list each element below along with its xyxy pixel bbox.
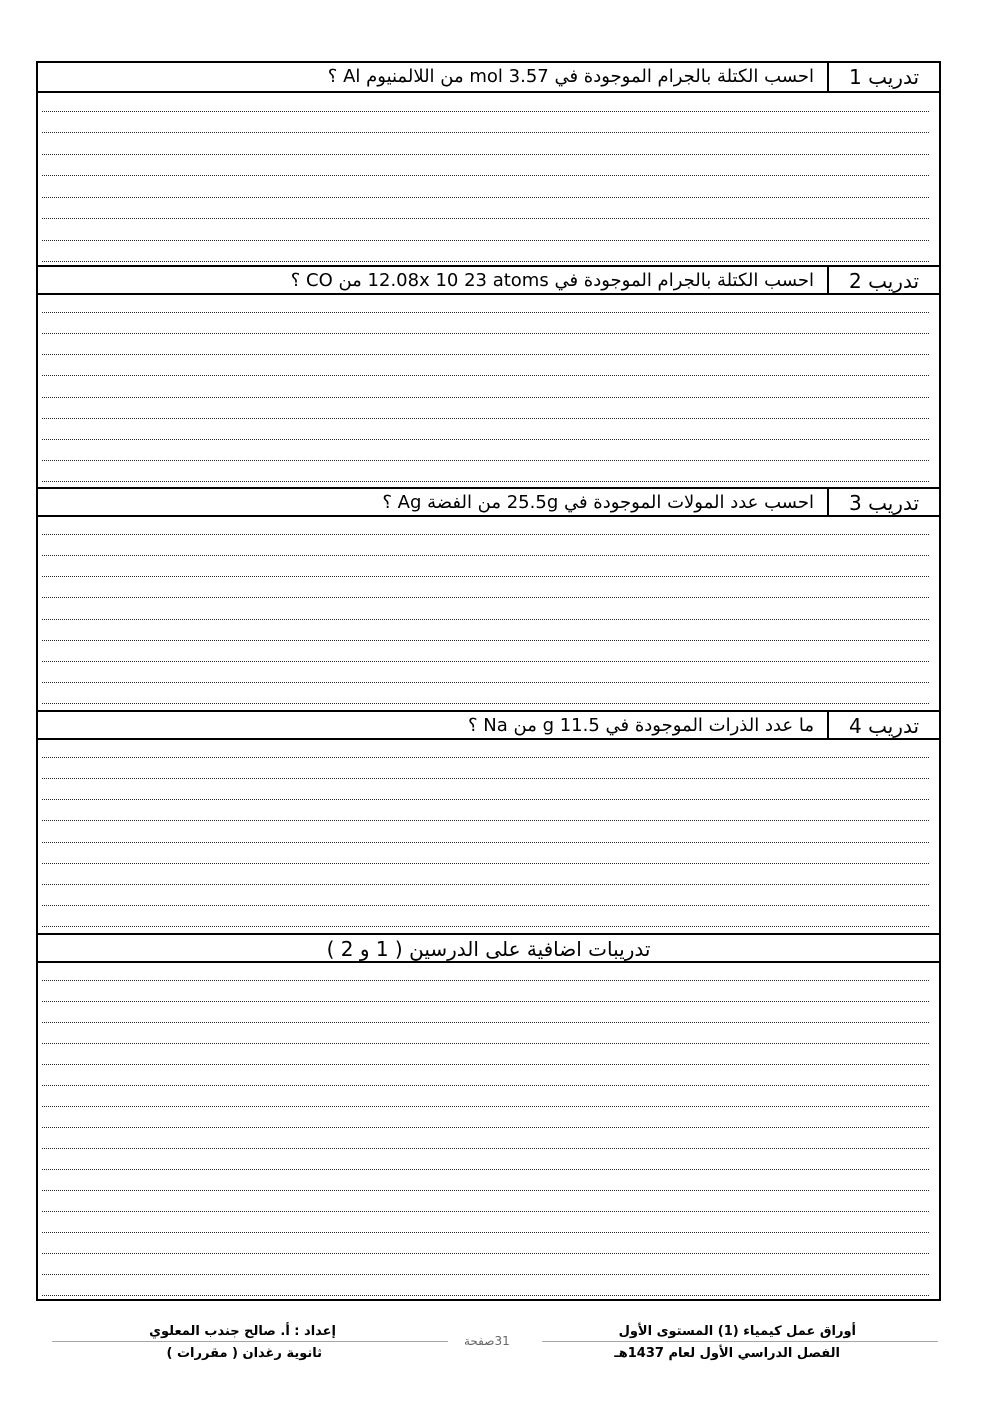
footer-page-number: 31صفحة [464,1334,510,1348]
answer-line[interactable] [42,1106,929,1107]
answer-line[interactable] [42,111,929,112]
drill-2-label: تدريب 2 [827,267,939,293]
drill-4-answer-lines[interactable] [38,740,929,930]
answer-line[interactable] [42,842,929,843]
answer-line[interactable] [42,418,929,419]
answer-line[interactable] [42,661,929,662]
answer-line[interactable] [42,534,929,535]
answer-line[interactable] [42,261,929,262]
drill-4-question: ما عدد الذرات الموجودة في 11.5 g من Na ؟ [467,715,814,736]
drill-1-header [38,63,939,93]
answer-line[interactable] [42,640,929,641]
answer-line[interactable] [42,1232,929,1233]
answer-line[interactable] [42,1064,929,1065]
answer-line[interactable] [42,240,929,241]
answer-line[interactable] [42,132,929,133]
answer-line[interactable] [42,778,929,779]
answer-line[interactable] [42,884,929,885]
answer-line[interactable] [42,439,929,440]
drill-3-answer-lines[interactable] [38,517,929,707]
answer-line[interactable] [42,597,929,598]
drill-4-label: تدريب 4 [827,712,939,738]
extra-drills-header [38,933,939,963]
drill-4-header [38,710,939,740]
answer-line[interactable] [42,703,929,704]
answer-line[interactable] [42,1274,929,1275]
footer-course: أوراق عمل كيمياء (1) المستوى الأول [618,1324,856,1339]
drill-1-answer-lines[interactable] [38,93,929,265]
worksheet-frame [36,61,941,1301]
answer-line[interactable] [42,460,929,461]
answer-line[interactable] [42,1169,929,1170]
answer-line[interactable] [42,375,929,376]
answer-line[interactable] [42,218,929,219]
footer-school: ثانوية رغدان ( مقررات ) [166,1346,322,1361]
drill-2-header [38,265,939,295]
extra-drills-answer-lines[interactable] [38,963,929,1299]
drill-2-answer-lines[interactable] [38,295,929,485]
answer-line[interactable] [42,576,929,577]
answer-line[interactable] [42,1148,929,1149]
answer-line[interactable] [42,757,929,758]
footer-term: الفصل الدراسي الأول لعام 1437هـ [614,1346,840,1361]
answer-line[interactable] [42,333,929,334]
answer-line[interactable] [42,397,929,398]
answer-line[interactable] [42,1295,929,1296]
drill-3-header [38,487,939,517]
footer-prepared-by: إعداد : أ. صالح جندب المعلوي [149,1324,336,1339]
answer-line[interactable] [42,154,929,155]
answer-line[interactable] [42,1253,929,1254]
answer-line[interactable] [42,1001,929,1002]
answer-line[interactable] [42,1022,929,1023]
answer-line[interactable] [42,354,929,355]
answer-line[interactable] [42,1211,929,1212]
drill-2-question: احسب الكتلة بالجرام الموجودة في 12.08x 10 23 atoms من CO ؟ [290,270,814,291]
answer-line[interactable] [42,1043,929,1044]
answer-line[interactable] [42,799,929,800]
answer-line[interactable] [42,1085,929,1086]
answer-line[interactable] [42,312,929,313]
answer-line[interactable] [42,682,929,683]
answer-line[interactable] [42,1190,929,1191]
answer-line[interactable] [42,905,929,906]
drill-3-question: احسب عدد المولات الموجودة في 25.5g من الفضة Ag ؟ [382,492,814,513]
extra-drills-title: تدريبات اضافية على الدرسين ( 1 و 2 ) [326,937,651,961]
drill-3-label: تدريب 3 [827,489,939,515]
answer-line[interactable] [42,175,929,176]
answer-line[interactable] [42,619,929,620]
answer-line[interactable] [42,980,929,981]
answer-line[interactable] [42,820,929,821]
answer-line[interactable] [42,863,929,864]
answer-line[interactable] [42,197,929,198]
drill-1-label: تدريب 1 [827,63,939,91]
answer-line[interactable] [42,555,929,556]
answer-line[interactable] [42,926,929,927]
footer-rule-left [52,1341,448,1342]
drill-1-question: احسب الكتلة بالجرام الموجودة في 3.57 mol من اللالمنيوم Al ؟ [327,66,814,87]
answer-line[interactable] [42,1127,929,1128]
answer-line[interactable] [42,481,929,482]
footer-rule-right [542,1341,938,1342]
